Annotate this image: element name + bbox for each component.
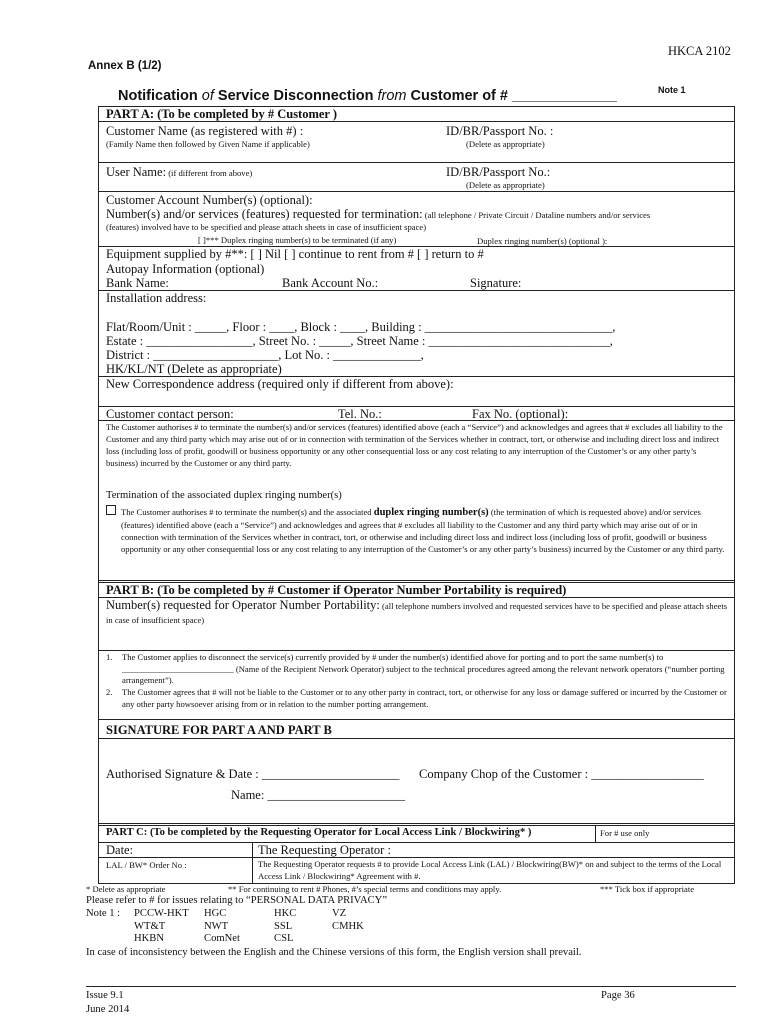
address-line-4: HK/KL/NT (Delete as appropriate) [106, 362, 282, 376]
operators-col-1: PCCW-HKT WT&T HKBN [134, 908, 189, 944]
customer-name-hint: (Family Name then followed by Given Name if applicable) [106, 139, 310, 149]
numbers-termination-label: Number(s) and/or services (features) requested for termination: (all telephone / Private Circuit / Dataline numbers and/or services [106, 207, 651, 221]
duplex-ringing-option[interactable]: [ ]*** Duplex ringing number(s) to be terminated (if any) [198, 235, 397, 245]
signature-heading: SIGNATURE FOR PART A AND PART B [106, 723, 332, 737]
item-1-number: 1. [106, 652, 113, 662]
authorised-signature-field[interactable]: Authorised Signature & Date : ______________________ [106, 767, 400, 781]
item-2-number: 2. [106, 687, 113, 697]
company-chop-field[interactable]: Company Chop of the Customer : __________________ [419, 767, 704, 781]
duplex-optional-label: Duplex ringing number(s) (optional ): [477, 236, 608, 246]
page-number: Page 36 [601, 990, 635, 1001]
id2-hint: (Delete as appropriate) [466, 180, 545, 190]
footnote-rent: ** For continuing to rent # Phones, #’s special terms and conditions may apply. [228, 884, 502, 894]
operators-col-3: HKC SSL CSL [274, 908, 297, 944]
footnote-delete: * Delete as appropriate [86, 884, 166, 894]
operators-col-2: HGC NWT ComNet [204, 908, 240, 944]
address-line-1: Flat/Room/Unit : _____, Floor : ____, Block : ____, Building : ______________________________, [106, 320, 616, 334]
duplex-termination-text: The Customer authorises # to terminate the number(s) and the associated duplex ringing number(s) (the termination of which is requested above) and/or services (features) identified above (each a “Service”) and acknowledges and agrees that # excludes all liability to the Customer and any third party which may arise out of or in connection with termination of the Services whether in contract, tort, or otherwise and including direct loss and indirect loss (including loss of profit, goodwill or business opportunity or any other consequential loss or any cost relating to any interruption of the Customer’s or any other party’s business) incurred by the Customer or any third party. [121, 507, 725, 554]
privacy-note: Please refer to # for issues relating to “PERSONAL DATA PRIVACY” [86, 895, 388, 906]
tel-label: Tel. No.: [338, 407, 382, 421]
numbers-termination-hint: (features) involved have to be specified and please attach sheets in case of insufficient space) [106, 222, 427, 232]
signature-label: Signature: [470, 276, 522, 290]
id-label: ID/BR/Passport No. : [446, 124, 554, 138]
lal-request-text: The Requesting Operator requests # to provide Local Access Link (LAL) / Blockwiring(BW)* on and subject to the terms of the Local Access Link / Blockwiring* Agreement with #. [258, 859, 722, 881]
bank-account-label: Bank Account No.: [282, 276, 379, 290]
authorisation-text: The Customer authorises # to terminate the number(s) and/or services (features) identified above (each a “Service”) and acknowledges and agrees that # excludes all liability to the Customer and any third party which may arise out of or in connection with termination of the Services whether in contract, tort, or otherwise and including direct loss and indirect loss (including loss of profit, goodwill or business opportunity or any other consequential loss or any cost relating to any interruption of the Customer’s or any other party’s business) incurred by the Customer or any third party. [106, 422, 723, 468]
correspondence-label: New Correspondence address (required only if different from above): [106, 377, 454, 391]
portability-numbers-label: Number(s) requested for Operator Number Portability: (all telephone numbers involved and requested services have to be specified and please attach sheets in case of insufficient space) [106, 598, 728, 625]
duplex-termination-checkbox[interactable] [106, 505, 116, 515]
issue-date: June 2014 [86, 1004, 130, 1015]
for-use-only: For # use only [600, 828, 650, 838]
inconsistency-note: In case of inconsistency between the English and the Chinese versions of this form, the English version shall prevail. [86, 947, 582, 958]
note-1-label: Note 1 : [86, 908, 121, 919]
note-ref: Note 1 [658, 85, 686, 95]
duplex-termination-heading: Termination of the associated duplex ringing number(s) [106, 490, 342, 501]
issue-number: Issue 9.1 [86, 990, 124, 1001]
account-number-label: Customer Account Number(s) (optional): [106, 193, 313, 207]
signer-name-field[interactable]: Name: ______________________ [231, 788, 405, 802]
address-line-2: Estate : _________________, Street No. : _____, Street Name : _____________________________, [106, 334, 613, 348]
form-code: HKCA 2102 [668, 44, 731, 58]
requesting-operator-label: The Requesting Operator : [258, 843, 391, 857]
order-no-label: LAL / BW* Order No : [106, 860, 187, 870]
contact-person-label: Customer contact person: [106, 407, 234, 421]
id-hint: (Delete as appropriate) [466, 139, 545, 149]
part-b-heading: PART B: (To be completed by # Customer if Operator Number Portability is required) [106, 583, 567, 597]
fax-label: Fax No. (optional): [472, 407, 569, 421]
part-c-heading: PART C: (To be completed by the Requesting Operator for Local Access Link / Blockwiring* ) [106, 827, 532, 838]
installation-address-label: Installation address: [106, 291, 207, 305]
porting-item-1: The Customer applies to disconnect the service(s) currently provided by # under the number(s) identified above for porting and to port the same number(s) to __________________________ (Name of the Recipient Network Operator) subject to the technical procedures agreed among the relevant network operators (“number porting arrangement”). [122, 652, 725, 685]
autopay-label: Autopay Information (optional) [106, 262, 265, 276]
porting-item-2: The Customer agrees that # will not be liable to the Customer or to any other party in contract, tort, or otherwise for any loss or damage suffered or incurred by the Customer or any other party howsoever arising from or in relation to the number porting arrangement. [122, 687, 727, 709]
equipment-options[interactable]: Equipment supplied by #**: [ ] Nil [ ] continue to rent from # [ ] return to # [106, 247, 484, 261]
bank-name-label: Bank Name: [106, 276, 169, 290]
footnote-tick: *** Tick box if appropriate [600, 884, 695, 894]
annex-label: Annex B (1/2) [88, 60, 162, 72]
customer-name-label: Customer Name (as registered with #) : [106, 124, 304, 138]
form-title: Notification of Service Disconnection from Customer of # _____________ [118, 88, 617, 104]
part-a-heading: PART A: (To be completed by # Customer ) [106, 107, 338, 121]
id2-label: ID/BR/Passport No.: [446, 165, 551, 179]
date-label: Date: [106, 843, 134, 857]
operators-col-4: VZ CMHK [332, 908, 364, 932]
address-line-3: District : ____________________, Lot No. : ______________, [106, 348, 424, 362]
user-name-label: User Name: (if different from above) [106, 165, 253, 179]
